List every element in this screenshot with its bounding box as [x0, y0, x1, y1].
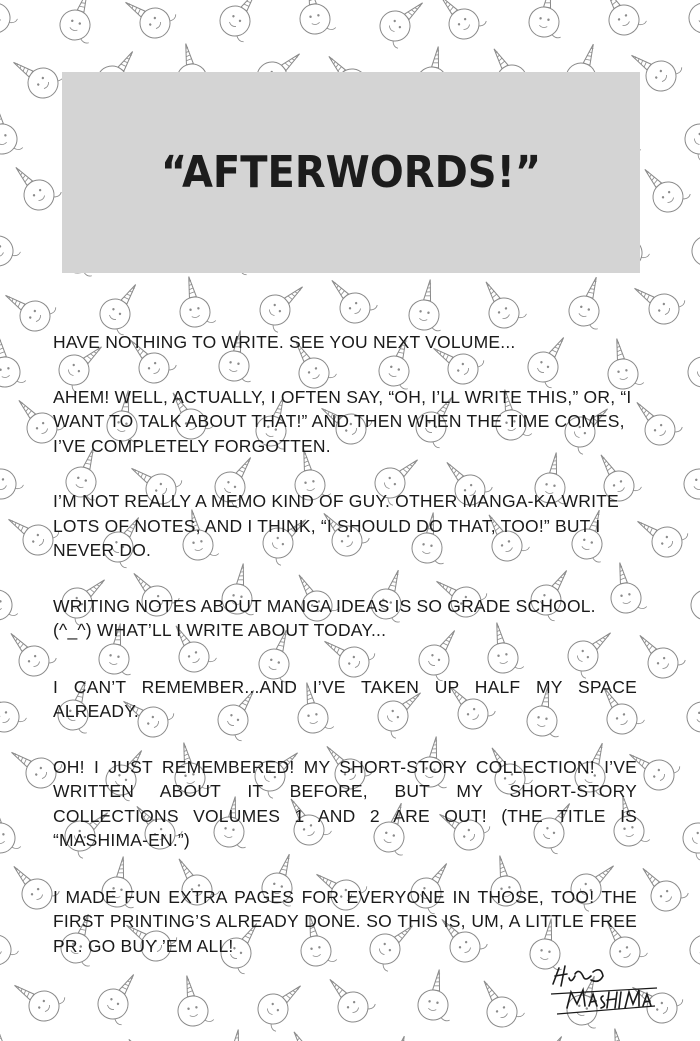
- ghost-icon: [374, 0, 435, 50]
- ghost-icon: [281, 1022, 336, 1041]
- ghost-icon: [0, 1023, 24, 1041]
- ghost-icon: [685, 570, 700, 629]
- ghost-icon: [172, 972, 214, 1028]
- ghost-icon: [94, 276, 151, 337]
- ghost-icon: [679, 104, 700, 163]
- paragraph-3: I’M NOT REALLY A MEMO KIND OF GUY. OTHER MANGA-KA WRITE LOTS OF NOTES, AND I THINK, “I SHOULD DO THAT, TOO!” BUT I NEVER DO.: [53, 491, 619, 560]
- ghost-icon: [174, 273, 216, 329]
- ghost-icon: [600, 1025, 642, 1041]
- ghost-icon: [473, 272, 528, 333]
- ghost-icon: [688, 212, 700, 272]
- ghost-icon: [683, 678, 700, 738]
- ghost-icon: [527, 0, 569, 40]
- ghost-icon: [631, 856, 690, 917]
- paragraph-7: I MADE FUN EXTRA PAGES FOR EVERYONE IN THOSE, TOO! THE FIRST PRINTING’S ALREADY DONE. SO THIS IS, UM, A LITTLE FREE PR. GO BUY ’EM ALL!: [53, 886, 637, 956]
- ghost-icon: [434, 1032, 495, 1041]
- ghost-icon: [6, 970, 67, 1027]
- paragraph-1: HAVE NOTHING TO WRITE. SEE YOU NEXT VOLUME...: [53, 332, 516, 352]
- paragraph-2: AHEM! WELL, ACTUALLY, I OFTEN SAY, “OH, I’LL WRITE THIS,” OR, “I WANT TO TALK ABOUT THAT!” AND THEN WHEN THE TIME COMES, I’VE COMPLETELY FORGOTTEN.: [53, 386, 632, 456]
- ghost-icon: [633, 157, 692, 218]
- paragraph-5: I CAN’T REMEMBER...AND I’VE TAKEN UP HALF MY SPACE ALREADY.: [53, 676, 637, 721]
- ghost-icon: [373, 1031, 422, 1041]
- ghost-icon: [56, 0, 105, 46]
- page-title: “AFTERWORDS!”: [160, 147, 542, 198]
- ghost-icon: [0, 443, 25, 504]
- ghost-icon: [0, 210, 22, 271]
- title-banner: [62, 72, 640, 273]
- ghost-icon: [294, 0, 336, 36]
- afterword-text: [53, 330, 637, 958]
- ghost-icon: [416, 967, 458, 1023]
- ghost-icon: [682, 337, 700, 396]
- ghost-icon: [629, 506, 690, 563]
- ghost-icon: [254, 275, 315, 334]
- ghost-icon: [0, 909, 20, 970]
- ghost-icon: [471, 971, 526, 1032]
- ghost-icon: [0, 566, 18, 622]
- ghost-icon: [686, 911, 700, 971]
- ghost-icon: [5, 47, 66, 104]
- ghost-icon: [4, 155, 63, 216]
- ghost-icon: [320, 268, 379, 329]
- ghost-icon: [429, 0, 488, 45]
- ghost-icon: [62, 1034, 123, 1041]
- ghost-icon: [628, 623, 687, 684]
- ghost-icon: [0, 0, 19, 38]
- ghost-icon: [565, 272, 614, 332]
- ghost-icon: [0, 676, 28, 737]
- author-signature: [545, 962, 665, 1022]
- ghost-icon: [214, 0, 271, 44]
- ghost-icon: [680, 445, 700, 505]
- ghost-icon: [520, 1028, 577, 1041]
- ghost-icon: [0, 504, 61, 561]
- paragraph-6: OH! I JUST REMEMBERED! MY SHORT-STORY COLLECTION! I’VE WRITTEN ABOUT IT BEFORE, BUT MY SHORT-STORY COLLECTIONS VOLUMES 1 AND 2 ARE OUT! (THE TITLE IS “MASHIMA-EN.”): [53, 756, 637, 850]
- ghost-icon: [0, 333, 26, 389]
- ghost-icon: [92, 966, 149, 1027]
- ghost-icon: [0, 621, 58, 682]
- ghost-icon: [685, 0, 700, 39]
- ghost-icon: [0, 100, 23, 156]
- ghost-icon: [407, 277, 449, 333]
- ghost-icon: [677, 803, 700, 862]
- ghost-icon: [0, 280, 58, 337]
- ghost-icon: [626, 273, 687, 330]
- ghost-icon: [318, 967, 377, 1028]
- ghost-icon: [252, 974, 313, 1033]
- ghost-icon: [215, 1027, 257, 1041]
- paragraph-4: WRITING NOTES ABOUT MANGA IDEAS IS SO GRADE SCHOOL. (^_^) WHAT’LL I WRITE ABOUT TODAY...: [53, 595, 596, 640]
- ghost-icon: [593, 0, 648, 40]
- ghost-icon: [680, 1027, 700, 1041]
- ghost-icon: [117, 1027, 176, 1041]
- ghost-icon: [0, 799, 21, 855]
- ghost-icon: [117, 0, 178, 44]
